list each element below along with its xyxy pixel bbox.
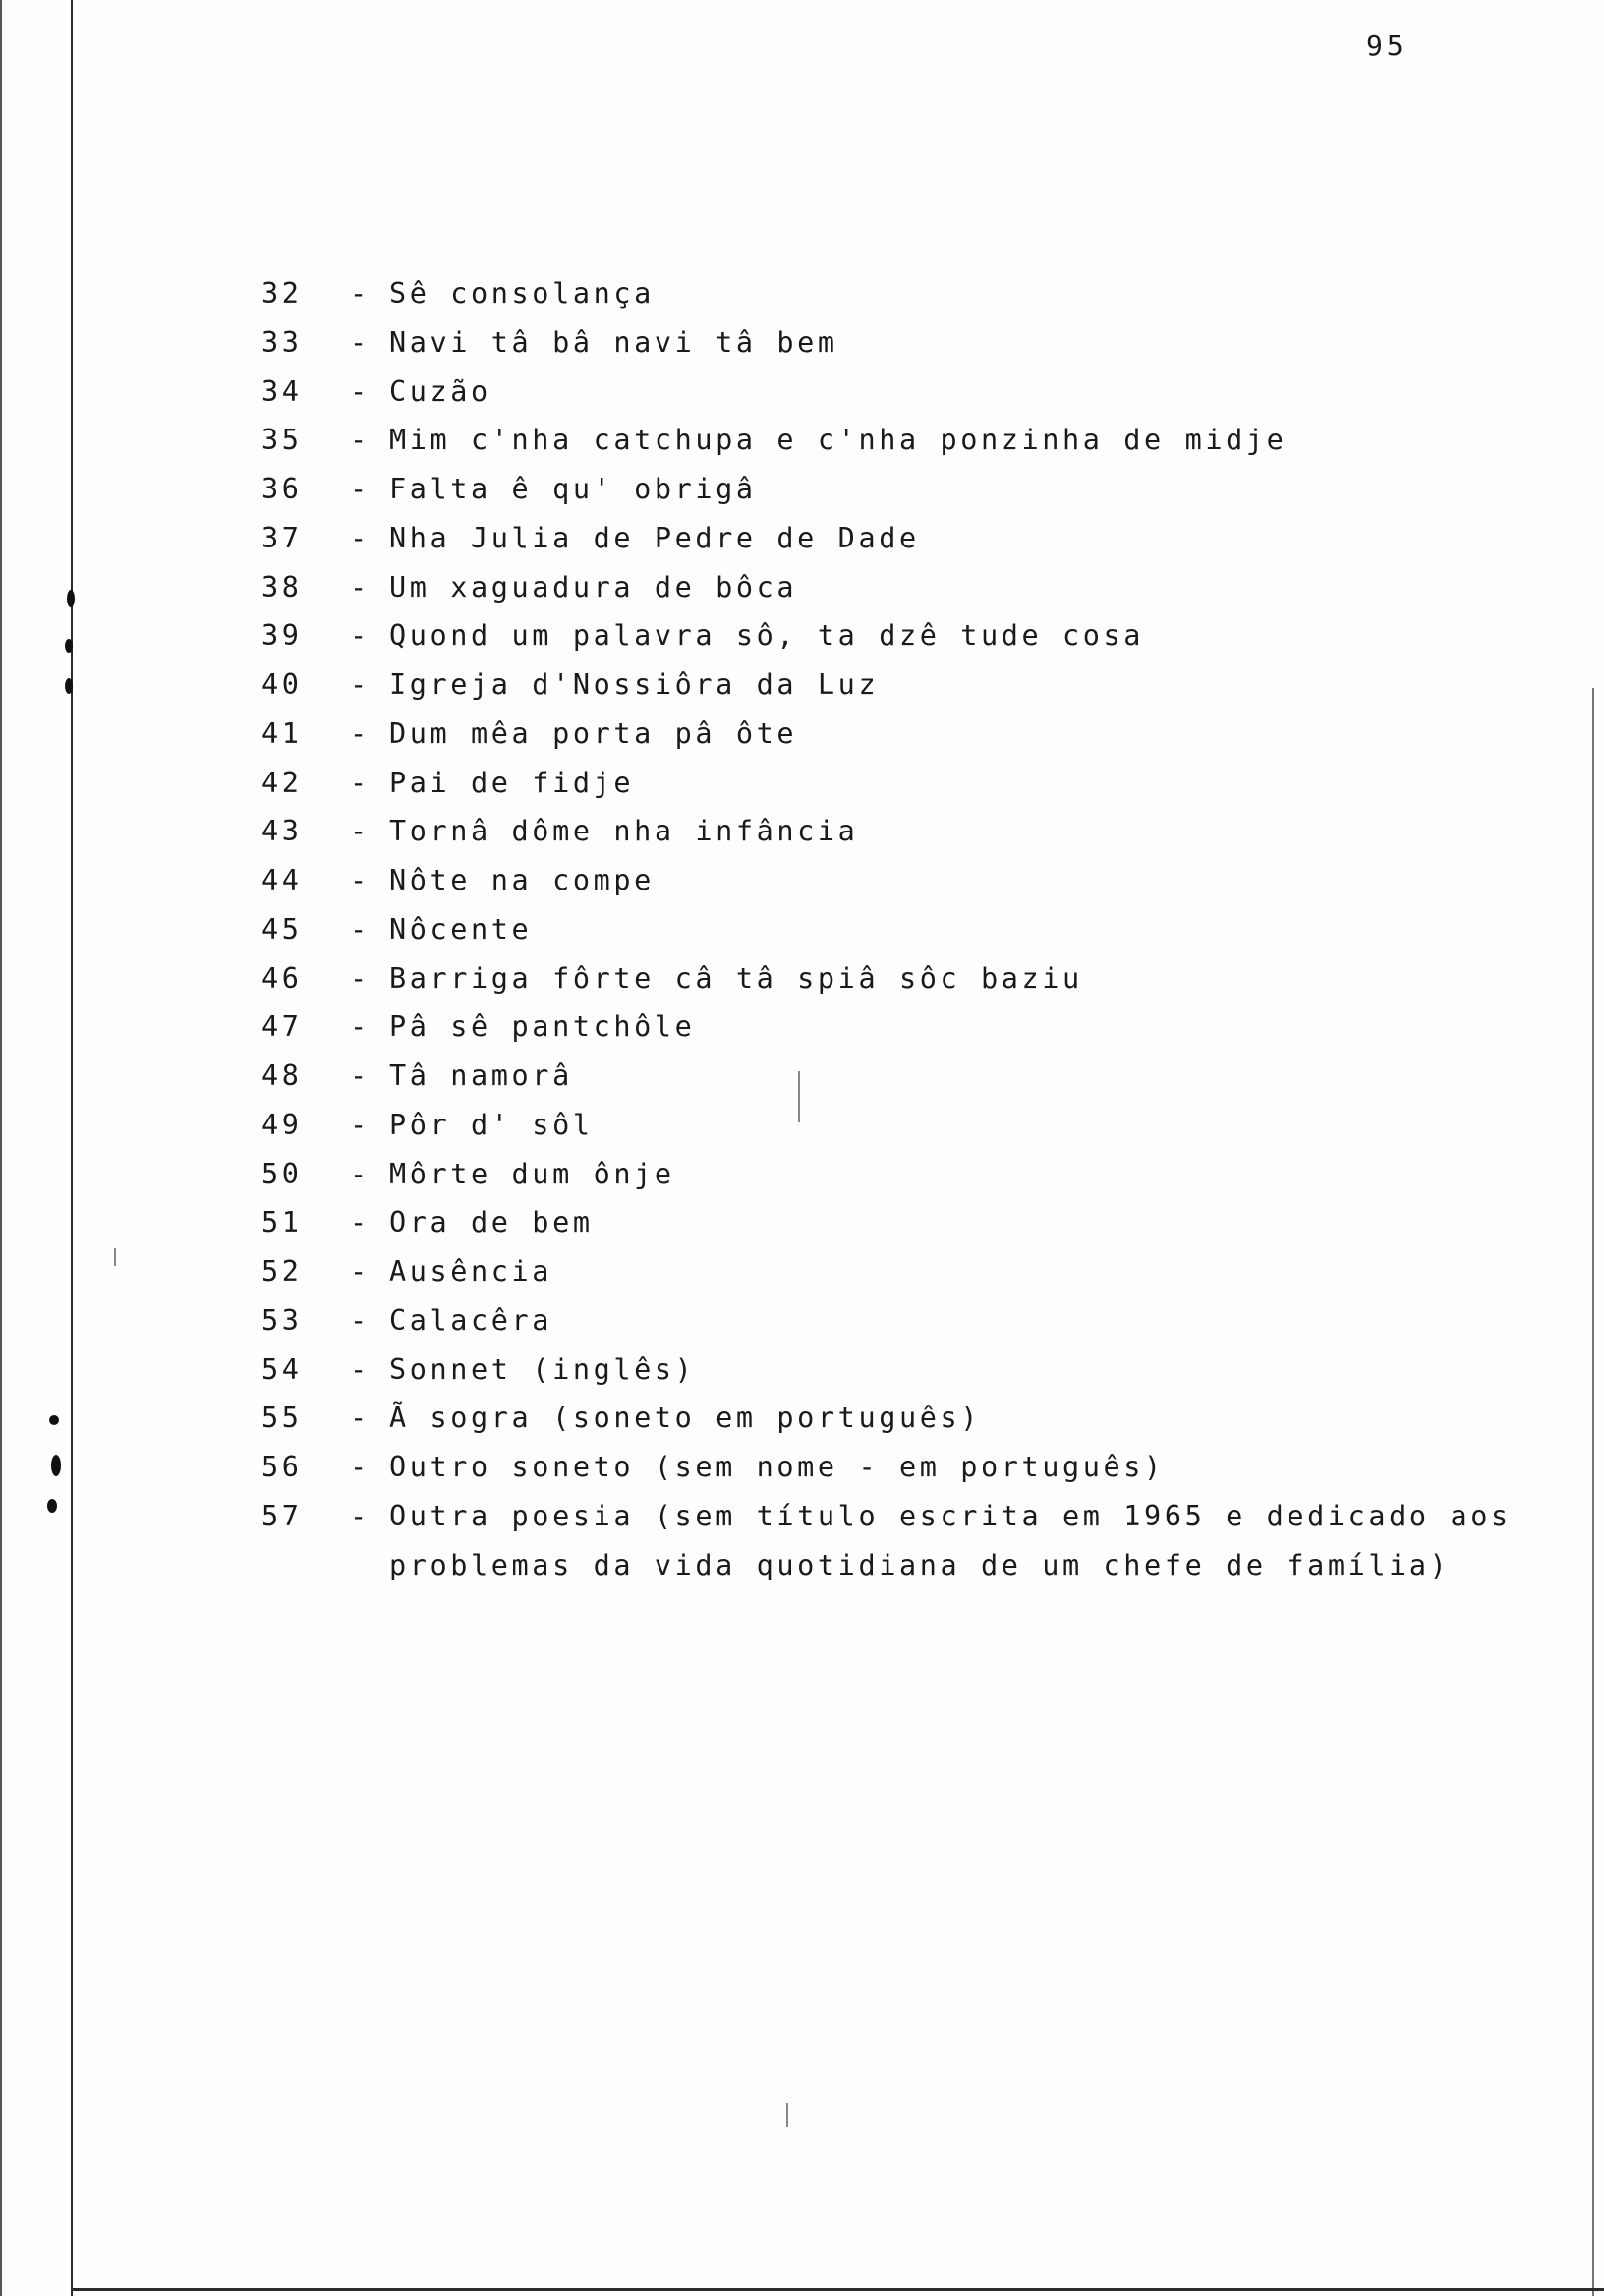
- item-title: Navi tâ bâ navi tâ bem: [389, 325, 838, 359]
- list-item: [261, 1451, 1512, 1500]
- item-title-continuation: problemas da vida quotidiana de um chefe de família): [389, 1548, 1451, 1581]
- item-title: Um xaguadura de bôca: [389, 570, 798, 603]
- list-item: [261, 326, 1512, 375]
- list-item: [261, 522, 1512, 571]
- item-title: Nôcente: [389, 912, 533, 946]
- item-title: Outro soneto (sem nome - em português): [389, 1451, 1165, 1483]
- item-dash: -: [350, 717, 371, 750]
- item-title-block: [389, 1500, 1512, 1598]
- list-item: [261, 571, 1512, 620]
- item-number: 37: [261, 521, 303, 554]
- item-dash: -: [350, 1499, 371, 1532]
- item-number: 48: [261, 1060, 303, 1092]
- scan-speck: [114, 1248, 116, 1266]
- list-item: [261, 424, 1512, 473]
- item-title: Pôr d' sôl: [389, 1108, 594, 1141]
- item-title: Dum mêa porta pâ ôte: [389, 717, 798, 750]
- page-bottom-edge: [71, 2288, 1604, 2291]
- binding-mark: [65, 639, 73, 653]
- item-title: Ora de bem: [389, 1206, 594, 1239]
- item-dash: -: [350, 473, 371, 505]
- item-title: Tornâ dôme nha infância: [389, 815, 859, 848]
- item-number: 52: [261, 1255, 303, 1288]
- list-item: [261, 718, 1512, 767]
- binding-mark: [49, 1415, 59, 1425]
- item-dash: -: [350, 1157, 371, 1190]
- list-item: [261, 473, 1512, 522]
- item-title: Ausência: [389, 1255, 553, 1288]
- item-title: Falta ê qu' obrigâ: [389, 473, 757, 505]
- item-title: Tâ namorâ: [389, 1060, 573, 1092]
- item-dash: -: [350, 277, 371, 310]
- list-item: [261, 1010, 1512, 1060]
- item-dash: -: [350, 1010, 371, 1044]
- item-title: Pai de fidje: [389, 766, 635, 799]
- binding-mark: [51, 1455, 61, 1476]
- item-number: 43: [261, 815, 303, 848]
- binding-mark: [65, 678, 73, 694]
- item-title: Sê consolança: [389, 277, 655, 310]
- item-number: 51: [261, 1206, 303, 1239]
- item-dash: -: [350, 325, 371, 359]
- item-number: 32: [261, 277, 303, 310]
- item-dash: -: [350, 766, 371, 799]
- item-number: 45: [261, 912, 303, 946]
- item-number: 50: [261, 1157, 303, 1190]
- item-title: Quond um palavra sô, ta dzê tude cosa: [389, 619, 1145, 653]
- item-number: 56: [261, 1451, 303, 1483]
- item-number: 54: [261, 1352, 303, 1386]
- item-dash: -: [350, 1402, 371, 1435]
- item-number: 57: [261, 1499, 303, 1532]
- item-dash: -: [350, 1303, 371, 1337]
- item-dash: -: [350, 961, 371, 995]
- item-dash: -: [350, 521, 371, 554]
- item-number: 42: [261, 766, 303, 799]
- list-item: [261, 1500, 1512, 1598]
- item-dash: -: [350, 864, 371, 896]
- page-number: 95: [1366, 29, 1407, 62]
- list-item: [261, 1060, 1512, 1109]
- item-dash: -: [350, 668, 371, 701]
- item-title: Ã sogra (soneto em português): [389, 1402, 981, 1435]
- list-item: [261, 1109, 1512, 1158]
- item-dash: -: [350, 1108, 371, 1141]
- item-number: 53: [261, 1303, 303, 1337]
- item-number: 49: [261, 1108, 303, 1141]
- item-title: Môrte dum ônje: [389, 1157, 675, 1190]
- item-number: 40: [261, 668, 303, 701]
- binding-mark: [47, 1499, 57, 1513]
- item-number: 36: [261, 473, 303, 505]
- item-dash: -: [350, 1255, 371, 1288]
- item-number: 39: [261, 619, 303, 653]
- item-title: Outra poesia (sem título escrita em 1965 e dedicado aos: [389, 1499, 1512, 1532]
- item-title: Mim c'nha catchupa e c'nha ponzinha de midje: [389, 424, 1288, 457]
- item-title: Pâ sê pantchôle: [389, 1010, 696, 1044]
- item-dash: -: [350, 1060, 371, 1092]
- list-item: [261, 767, 1512, 816]
- list-item: [261, 1402, 1512, 1451]
- scan-speck: [786, 2103, 788, 2127]
- item-dash: -: [350, 570, 371, 603]
- list-item: [261, 668, 1512, 718]
- item-number: 46: [261, 961, 303, 995]
- item-dash: -: [350, 1352, 371, 1386]
- item-number: 41: [261, 717, 303, 750]
- binding-mark: [67, 590, 75, 607]
- list-item: [261, 962, 1512, 1011]
- item-number: 33: [261, 325, 303, 359]
- list-item: [261, 1206, 1512, 1255]
- list-item: [261, 375, 1512, 425]
- page-right-edge: [1592, 688, 1594, 2296]
- poem-index-list: [261, 277, 1512, 1597]
- item-title: Sonnet (inglês): [389, 1352, 696, 1386]
- list-item: [261, 1158, 1512, 1207]
- item-number: 35: [261, 424, 303, 457]
- item-number: 34: [261, 374, 303, 408]
- item-title: Cuzão: [389, 374, 491, 408]
- list-item: [261, 815, 1512, 864]
- list-item: [261, 1353, 1512, 1403]
- item-dash: -: [350, 815, 371, 848]
- list-item: [261, 619, 1512, 668]
- item-title: Igreja d'Nossiôra da Luz: [389, 668, 880, 701]
- item-dash: -: [350, 424, 371, 457]
- list-item: [261, 277, 1512, 326]
- item-title: Nha Julia de Pedre de Dade: [389, 521, 920, 554]
- item-title: Calacêra: [389, 1303, 553, 1337]
- binding-margin-line: [71, 0, 73, 2296]
- page-left-edge: [0, 0, 2, 2296]
- item-number: 44: [261, 864, 303, 896]
- list-item: [261, 864, 1512, 913]
- list-item: [261, 1304, 1512, 1353]
- item-title: Barriga fôrte câ tâ spiâ sôc baziu: [389, 961, 1083, 995]
- item-dash: -: [350, 912, 371, 946]
- item-dash: -: [350, 374, 371, 408]
- item-number: 55: [261, 1402, 303, 1435]
- item-dash: -: [350, 619, 371, 653]
- item-number: 38: [261, 570, 303, 603]
- item-dash: -: [350, 1206, 371, 1239]
- item-title: Nôte na compe: [389, 864, 655, 896]
- item-dash: -: [350, 1451, 371, 1483]
- list-item: [261, 913, 1512, 962]
- list-item: [261, 1255, 1512, 1304]
- item-number: 47: [261, 1010, 303, 1044]
